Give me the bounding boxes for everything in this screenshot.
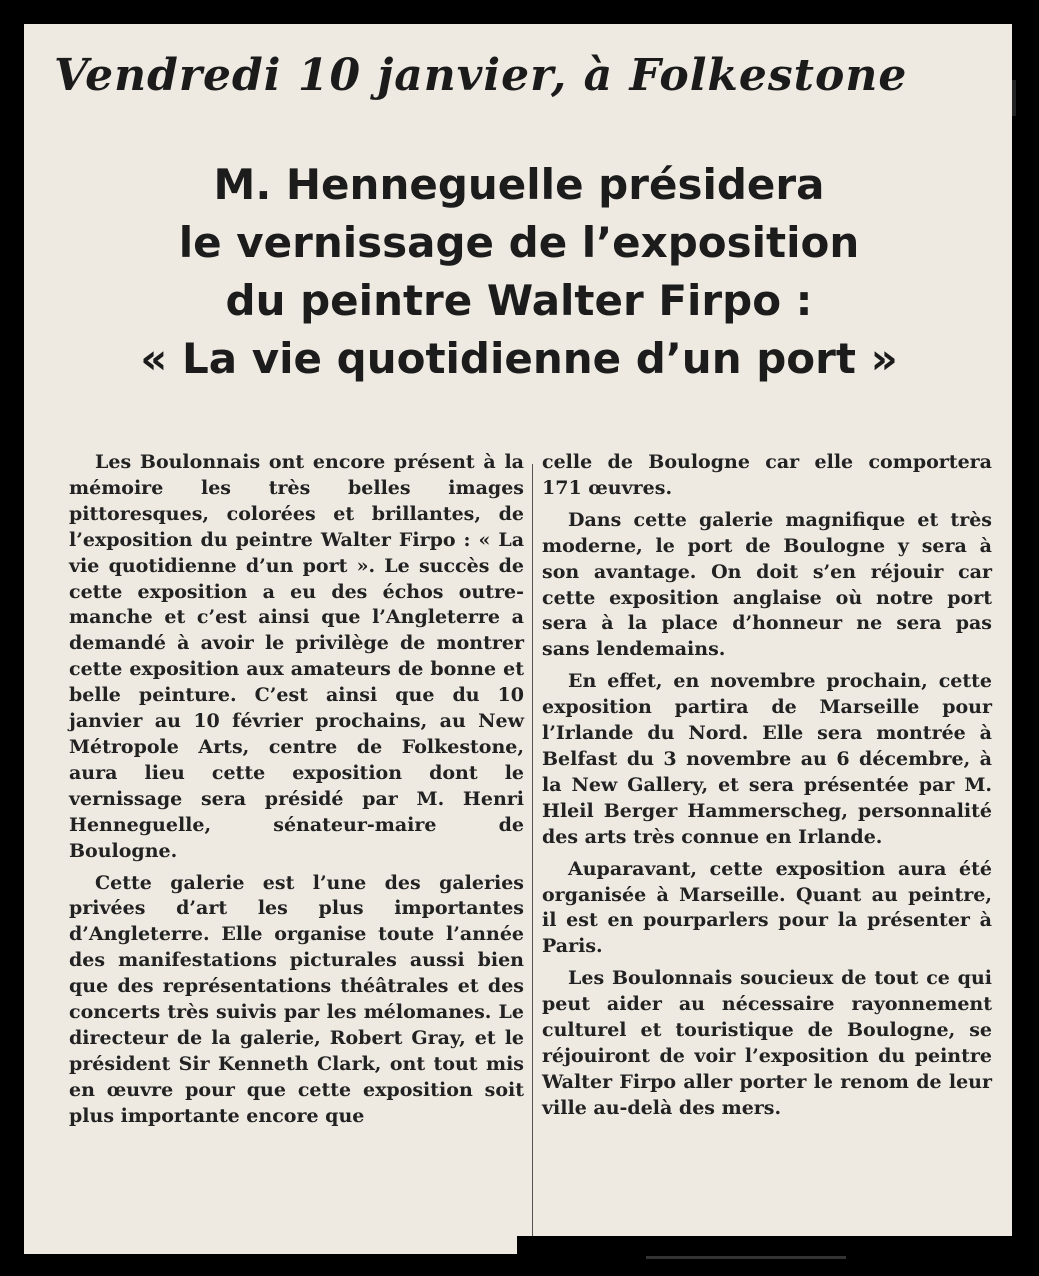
paragraph: Les Boulonnais ont encore présent à la mémoire les très belles images pittoresques, colorées et brillantes, de l’exposition du peintre Walter Firpo : « La vie quotidienne d’un port ». Le succès de cette exposition a eu des échos outre-manche et c’est ainsi que l’Angleterre a demandé à avoir le privilège de montrer cette exposition aux amateurs de bonne et belle peinture. C’est ainsi que du 10 janvier au 10 février prochains, au New Métropole Arts, centre de Folkestone, aura lieu cette exposition dont le vernissage sera présidé par M. Henri Henneguelle, sénateur-maire de Boulogne. [69,451,524,862]
paragraph: En effet, en novembre prochain, cette exposition partira de Marseille pour l’Irlande du Nord. Elle sera montrée à Belfast du 3 novembre au 6 décembre, à la New Gallery, et sera présentée par M. Hleil Berger Hammerscheg, personnalité des arts très connue en Irlande. [542,670,992,848]
paragraph: Dans cette galerie magnifique et très moderne, le port de Boulogne y sera à son avantage. On doit s’en réjouir car cette exposition anglaise où notre port sera à la place d’honneur ne sera pas sans lendemains. [542,508,992,661]
paragraph: celle de Boulogne car elle comportera 171 œuvres. [542,451,992,499]
left-column [69,450,524,1136]
right-column [542,450,992,1128]
end-rule [646,1256,846,1259]
paragraph: Cette galerie est l’une des galeries privées d’art les plus importantes d’Angleterre. Elle organise toute l’année des manifestations picturales aussi bien que des représentations théâtrales et des concerts très suivis par les mélomanes. Le directeur de la galerie, Robert Gray, et le président Sir Kenneth Clark, ont tout mis en œuvre pour que cette exposition soit plus importante encore que [69,871,524,1127]
headline [54,156,984,388]
column-divider [532,464,533,1254]
clipping-edge [517,1236,1012,1254]
headline-line-1: M. Henneguelle présidera [213,160,825,209]
headline-line-4: « La vie quotidienne d’un port » [140,334,898,383]
paragraph: Auparavant, cette exposition aura été organisée à Marseille. Quant au peintre, il est en pourparlers pour la présenter à Paris. [542,857,992,958]
paragraph: Les Boulonnais soucieux de tout ce qui peut aider au nécessaire rayonnement culturel et touristique de Boulogne, se réjouiront de voir l’exposition du peintre Walter Firpo aller porter le renom de leur ville au-delà des mers. [542,967,992,1119]
newspaper-clipping [24,24,1012,1254]
headline-line-2: le vernissage de l’exposition [178,218,860,267]
headline-line-3: du peintre Walter Firpo : [225,276,813,325]
margin-rule [1012,80,1016,116]
kicker-dateline: Vendredi 10 janvier, à Folkestone [54,50,908,101]
